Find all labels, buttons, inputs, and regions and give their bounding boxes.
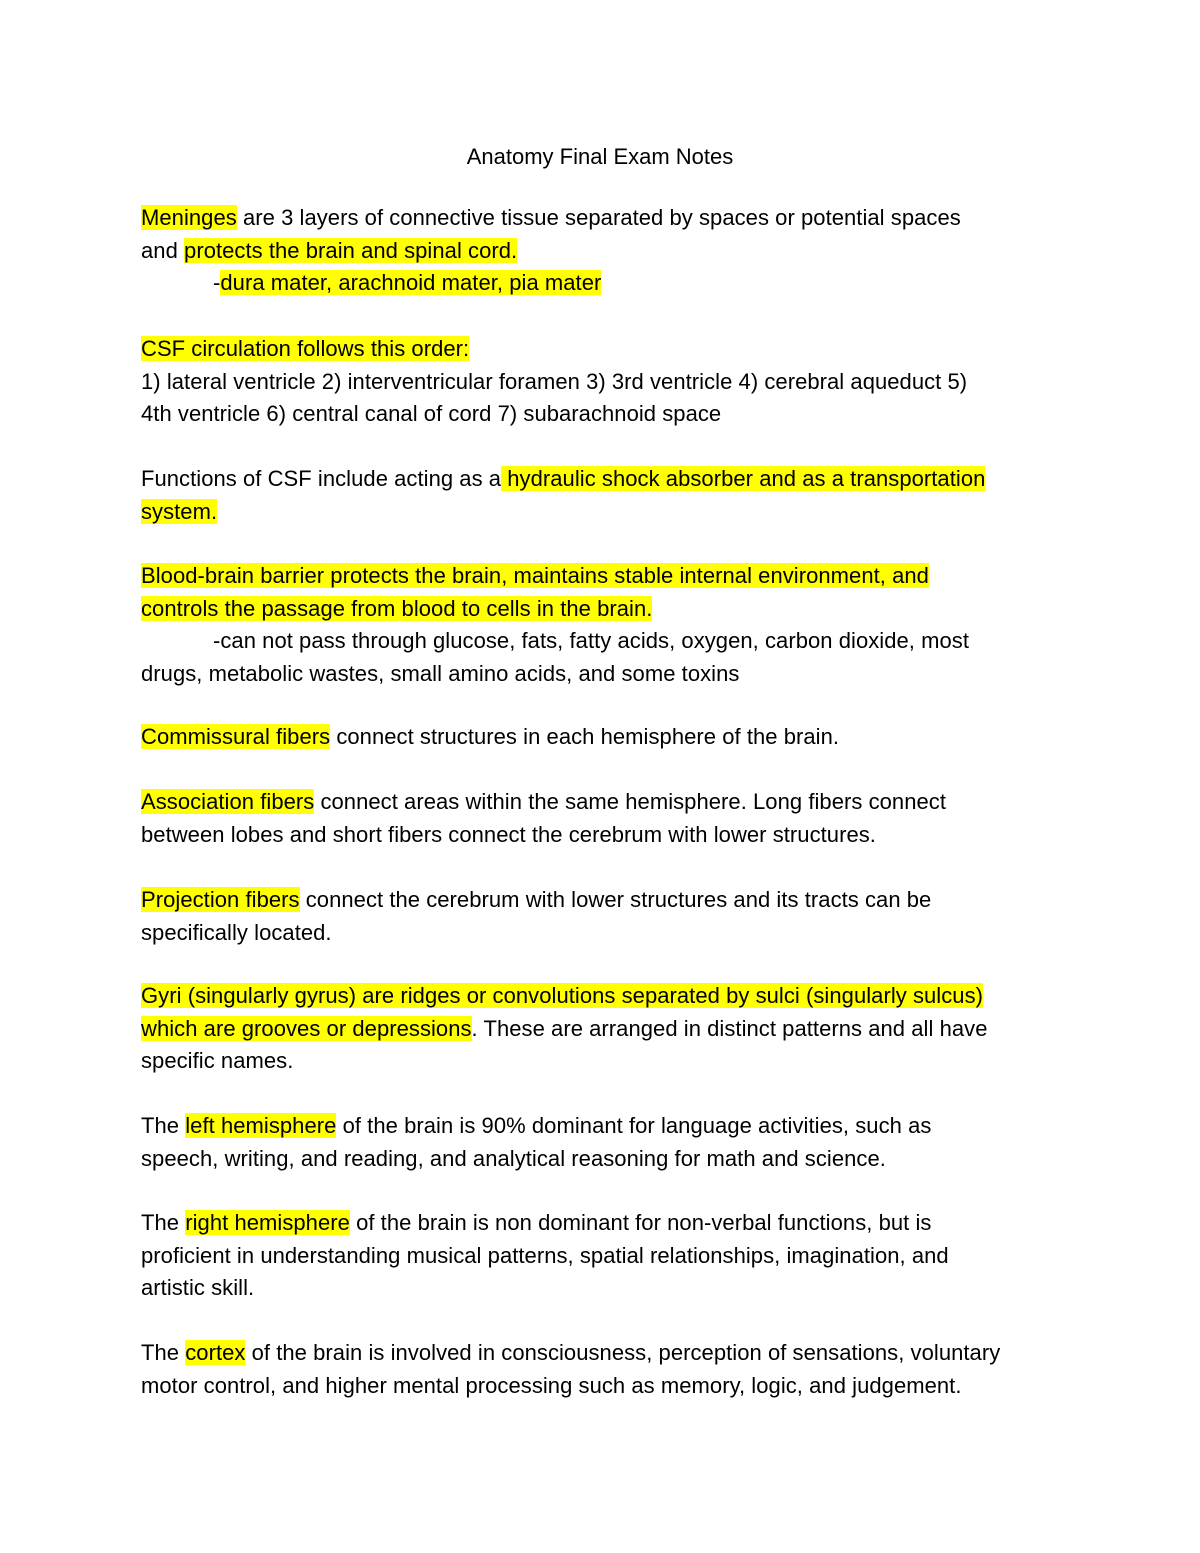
- text-line: [141, 496, 1081, 529]
- highlighted-text: Blood-brain barrier protects the brain, maintains stable internal environment, and: [141, 563, 929, 588]
- text-line: [141, 1110, 1081, 1143]
- paragraph-gyri: [141, 980, 1081, 1078]
- text-line: [141, 884, 1081, 917]
- text-line: [141, 721, 1081, 754]
- paragraph-meninges: [141, 202, 1081, 300]
- highlighted-text: controls the passage from blood to cells in the brain.: [141, 595, 653, 621]
- text-line: [141, 398, 1081, 431]
- highlighted-text: system.: [141, 498, 218, 524]
- body-text: connect structures in each hemisphere of the brain.: [330, 724, 840, 749]
- body-text: connect areas within the same hemisphere. Long fibers connect: [314, 789, 946, 814]
- text-line: [141, 1240, 1081, 1273]
- text-line: [141, 1013, 1081, 1046]
- body-text: artistic skill.: [141, 1275, 255, 1300]
- text-line: [141, 980, 1081, 1013]
- highlighted-text: cortex: [185, 1340, 246, 1365]
- text-line: [141, 1272, 1081, 1305]
- paragraph-association-fibers: [141, 786, 1081, 851]
- highlighted-text: which are grooves or depressions: [141, 1015, 472, 1041]
- body-text: and: [141, 237, 185, 263]
- highlighted-text: Meninges: [141, 205, 237, 230]
- highlighted-text: Commissural fibers: [141, 724, 331, 749]
- text-line: [141, 625, 1081, 658]
- text-line: [141, 463, 1081, 496]
- text-line: [141, 333, 1081, 366]
- body-text: The: [141, 1113, 186, 1138]
- text-line: [141, 1370, 1081, 1403]
- paragraph-cortex: [141, 1337, 1081, 1402]
- text-line: [141, 202, 1081, 235]
- body-text: -: [213, 270, 221, 295]
- paragraph-projection-fibers: [141, 884, 1081, 949]
- body-text: 4th ventricle 6) central canal of cord 7) subarachnoid space: [141, 401, 722, 426]
- text-line: [141, 1207, 1081, 1240]
- body-text: . These are arranged in distinct patterns and all have: [471, 1015, 988, 1041]
- body-text: connect the cerebrum with lower structures and its tracts can be: [299, 887, 932, 912]
- body-text: 1) lateral ventricle 2) interventricular foramen 3) 3rd ventricle 4) cerebral aqueduct 5): [141, 368, 968, 394]
- highlighted-text: hydraulic shock absorber and as a transportation: [501, 466, 986, 491]
- text-line: [141, 235, 1081, 268]
- paragraph-blood-brain-barrier: [141, 560, 1081, 690]
- body-text: The: [141, 1340, 186, 1365]
- highlighted-text: Projection fibers: [141, 887, 300, 912]
- paragraph-left-hemisphere: [141, 1110, 1081, 1175]
- body-text: are 3 layers of connective tissue separated by spaces or potential spaces: [236, 205, 961, 230]
- text-line: [141, 366, 1081, 399]
- body-text: of the brain is 90% dominant for language activities, such as: [336, 1113, 932, 1138]
- text-line: [141, 267, 1081, 300]
- text-line: [141, 593, 1081, 626]
- text-line: [141, 1337, 1081, 1370]
- body-text: -can not pass through glucose, fats, fatty acids, oxygen, carbon dioxide, most: [213, 628, 969, 653]
- text-line: [141, 658, 1081, 691]
- body-text: specifically located.: [141, 919, 332, 945]
- highlighted-text: left hemisphere: [185, 1113, 337, 1138]
- body-text: proficient in understanding musical patterns, spatial relationships, imagination, and: [141, 1242, 949, 1268]
- body-text: drugs, metabolic wastes, small amino acids, and some toxins: [141, 660, 740, 686]
- body-text: of the brain is non dominant for non-verbal functions, but is: [349, 1210, 932, 1235]
- text-line: [141, 1045, 1081, 1078]
- text-line: [141, 786, 1081, 819]
- body-text: Functions of CSF include acting as a: [141, 466, 502, 491]
- highlighted-text: dura mater, arachnoid mater, pia mater: [220, 270, 602, 295]
- text-line: [141, 1143, 1081, 1176]
- body-text: between lobes and short fibers connect the cerebrum with lower structures.: [141, 821, 876, 847]
- paragraph-csf-functions: [141, 463, 1081, 528]
- paragraph-csf-circulation: [141, 333, 1081, 431]
- text-line: [141, 917, 1081, 950]
- highlighted-text: Association fibers: [141, 789, 315, 814]
- body-text: specific names.: [141, 1048, 294, 1073]
- paragraph-right-hemisphere: [141, 1207, 1081, 1305]
- highlighted-text: right hemisphere: [185, 1210, 350, 1235]
- text-line: [141, 560, 1081, 593]
- paragraph-commissural-fibers: [141, 721, 1081, 754]
- text-line: [141, 819, 1081, 852]
- page-title: Anatomy Final Exam Notes: [466, 144, 734, 169]
- body-text: The: [141, 1210, 186, 1235]
- body-text: motor control, and higher mental processing such as memory, logic, and judgement.: [141, 1372, 962, 1398]
- highlighted-text: protects the brain and spinal cord.: [184, 237, 518, 263]
- body-text: speech, writing, and reading, and analytical reasoning for math and science.: [141, 1145, 886, 1171]
- highlighted-text: CSF circulation follows this order:: [141, 336, 470, 361]
- body-text: of the brain is involved in consciousness, perception of sensations, voluntary: [245, 1340, 1001, 1365]
- highlighted-text: Gyri (singularly gyrus) are ridges or convolutions separated by sulci (singularly sulcus): [141, 983, 984, 1008]
